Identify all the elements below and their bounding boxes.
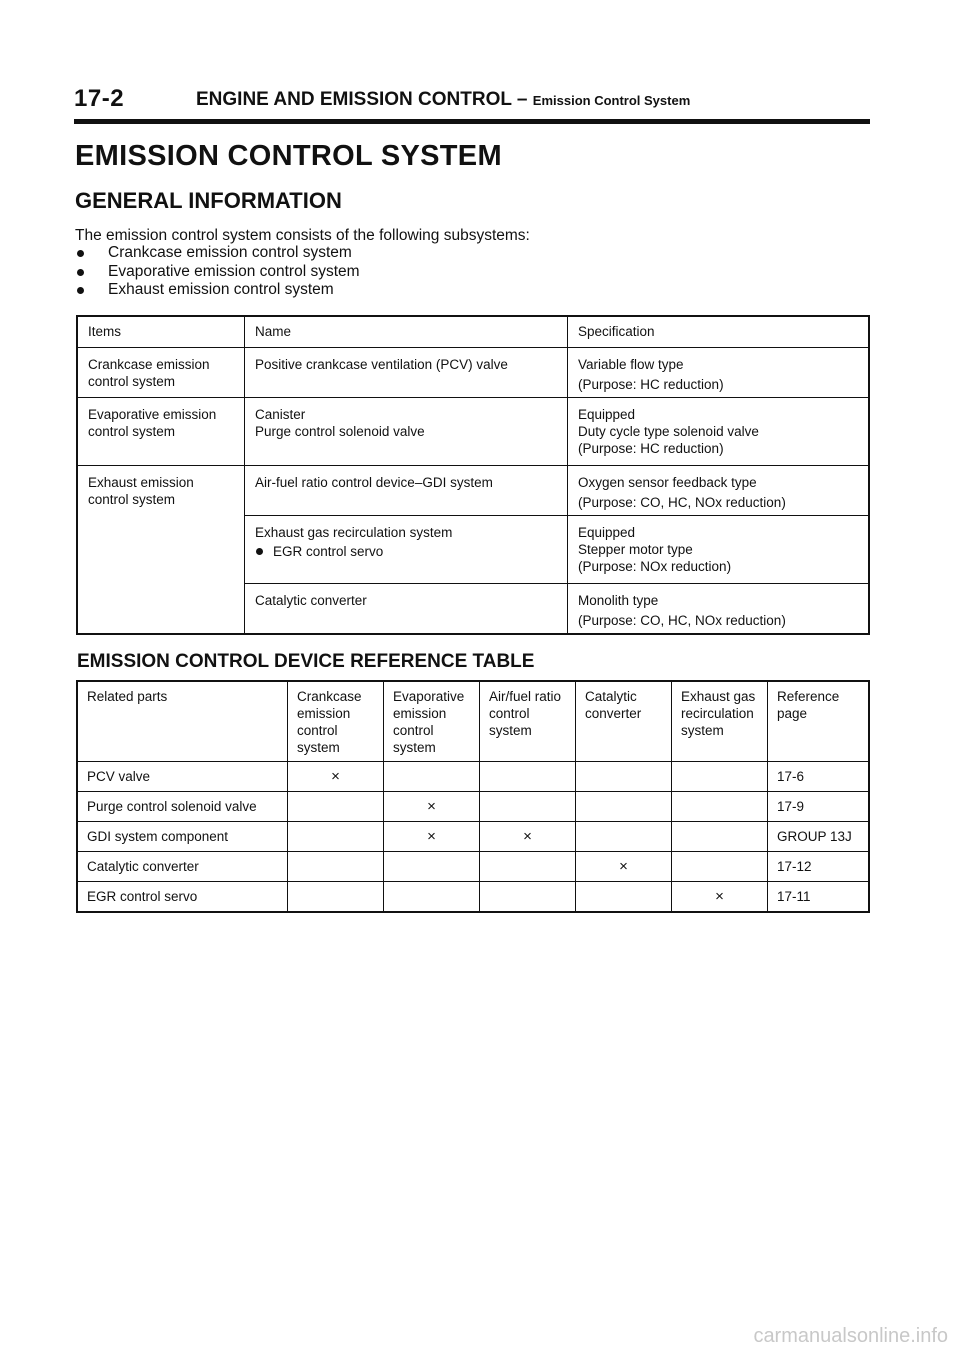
mark-cell: × — [384, 792, 480, 822]
reference-table — [76, 680, 870, 913]
header-egr: Exhaust gas recirculation system — [672, 681, 768, 762]
table-row — [77, 852, 869, 882]
watermark-link[interactable]: carmanualsonline.info — [753, 1325, 948, 1347]
page-cell: 17-11 — [768, 882, 870, 913]
item-cell: Exhaust emission control system — [77, 466, 245, 635]
reference-table-title: EMISSION CONTROL DEVICE REFERENCE TABLE — [77, 651, 535, 672]
table-row — [77, 398, 869, 466]
name-cell: Air-fuel ratio control device–GDI system — [245, 466, 568, 516]
table-row — [77, 466, 869, 516]
page-cell: 17-6 — [768, 762, 870, 792]
mark-cell: × — [384, 822, 480, 852]
header-reference-page: Reference page — [768, 681, 870, 762]
header-separator: – — [516, 89, 528, 110]
header-crankcase: Crankcase emission control system — [288, 681, 384, 762]
spec-cell: Equipped Stepper motor type (Purpose: NOx reduction) — [568, 516, 870, 584]
mark-cell: × — [288, 762, 384, 792]
name-cell: Catalytic converter — [245, 584, 568, 635]
page-cell: 17-9 — [768, 792, 870, 822]
name-cell: Positive crankcase ventilation (PCV) valve — [245, 348, 568, 398]
page-title: EMISSION CONTROL SYSTEM — [75, 140, 502, 172]
item-cell: Evaporative emission control system — [77, 398, 245, 466]
table-row — [77, 792, 869, 822]
table-header-row — [77, 316, 869, 348]
part-cell: Catalytic converter — [77, 852, 288, 882]
item-cell: Crankcase emission control system — [77, 348, 245, 398]
bullet-icon — [77, 269, 84, 276]
table-row — [77, 762, 869, 792]
header-related-parts: Related parts — [77, 681, 288, 762]
header-air-fuel: Air/fuel ratio control system — [480, 681, 576, 762]
part-cell: PCV valve — [77, 762, 288, 792]
part-cell: Purge control solenoid valve — [77, 792, 288, 822]
header-name: Name — [245, 316, 568, 348]
mark-cell: × — [672, 882, 768, 913]
bullet-icon — [77, 287, 84, 294]
page-header — [74, 85, 870, 124]
part-cell: EGR control servo — [77, 882, 288, 913]
spec-cell: Oxygen sensor feedback type (Purpose: CO, HC, NOx reduction) — [568, 466, 870, 516]
header-catalytic: Catalytic converter — [576, 681, 672, 762]
mark-cell: × — [576, 852, 672, 882]
section-name: ENGINE AND EMISSION CONTROL — [196, 89, 512, 110]
spec-cell: Equipped Duty cycle type solenoid valve (Purpose: HC reduction) — [568, 398, 870, 466]
list-item: Evaporative emission control system — [75, 263, 360, 282]
section-title — [196, 89, 690, 111]
mark-cell: × — [480, 822, 576, 852]
table-row — [77, 822, 869, 852]
specification-table — [76, 315, 870, 635]
list-item: Crankcase emission control system — [75, 244, 360, 263]
part-cell: GDI system component — [77, 822, 288, 852]
spec-cell: Variable flow type (Purpose: HC reduction) — [568, 348, 870, 398]
list-item: Exhaust emission control system — [75, 281, 360, 300]
subsystem-list — [75, 244, 360, 300]
spec-cell: Monolith type (Purpose: CO, HC, NOx reduction) — [568, 584, 870, 635]
bullet-icon — [256, 548, 263, 555]
intro-text: The emission control system consists of the following subsystems: — [75, 227, 530, 244]
header-evaporative: Evaporative emission control system — [384, 681, 480, 762]
table-row — [77, 882, 869, 913]
page-cell: GROUP 13J — [768, 822, 870, 852]
header-items: Items — [77, 316, 245, 348]
page-number: 17-2 — [74, 85, 125, 112]
table-header-row — [77, 681, 869, 762]
bullet-icon — [77, 250, 84, 257]
header-specification: Specification — [568, 316, 870, 348]
page-cell: 17-12 — [768, 852, 870, 882]
name-cell: Canister Purge control solenoid valve — [245, 398, 568, 466]
table-row — [77, 348, 869, 398]
section-heading: GENERAL INFORMATION — [75, 188, 342, 213]
name-cell: Exhaust gas recirculation system EGR control servo — [245, 516, 568, 584]
subsection-name: Emission Control System — [532, 93, 691, 108]
